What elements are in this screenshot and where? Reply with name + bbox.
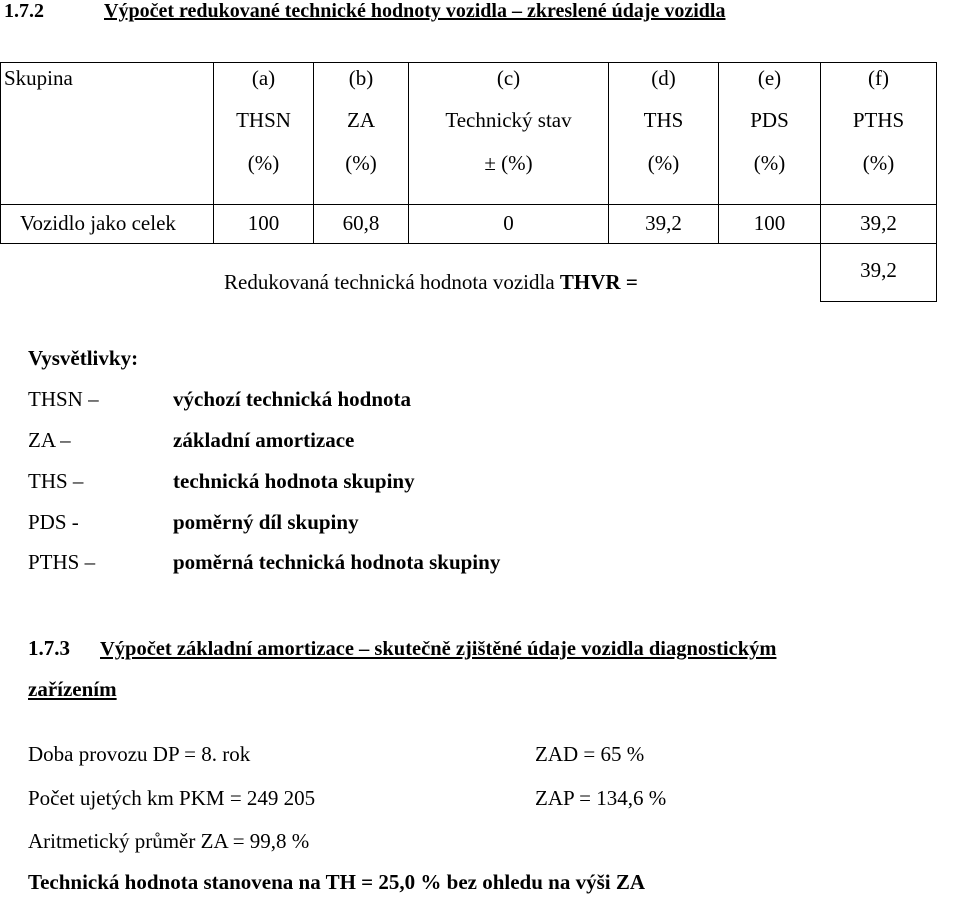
col-d-letter: (d) [651, 66, 676, 90]
average-za: Aritmetický průměr ZA = 99,8 % [28, 829, 310, 853]
col-f-letter: (f) [868, 66, 889, 90]
cell-ths: 39,2 [645, 211, 682, 235]
table-border-left [0, 62, 1, 244]
col-b-letter: (b) [348, 66, 374, 90]
table-border-right [936, 62, 937, 302]
group-header: Skupina [4, 66, 73, 90]
section-heading-1-7-2 [4, 0, 725, 23]
col-a-letter: (a) [251, 66, 276, 90]
conclusion: Technická hodnota stanovena na TH = 25,0 % bez ohledu na výši ZA [28, 870, 646, 894]
section-number: 1.7.2 [4, 0, 44, 22]
legend-abbr: PTHS – [28, 550, 96, 574]
table-border-header [0, 204, 937, 205]
cell-pths: 39,2 [860, 211, 897, 235]
col-c-name: Technický stav [445, 108, 572, 132]
operating-time: Doba provozu DP = 8. rok [28, 742, 251, 766]
col-d-unit: (%) [647, 151, 680, 175]
col-b-unit: (%) [345, 151, 377, 175]
thvr-symbol: THVR = [559, 270, 638, 294]
legend-abbr: ZA – [28, 428, 71, 452]
col-f-name: PTHS [852, 108, 905, 132]
legend-title: Vysvětlivky: [28, 346, 139, 370]
thvr-label-text: Redukovaná technická hodnota vozidla [224, 270, 555, 294]
section-title: Výpočet redukované technické hodnoty vozidla – zkreslené údaje vozidla [104, 0, 726, 22]
col-e-letter: (e) [757, 66, 782, 90]
cell-thsn: 100 [247, 211, 280, 235]
col-a-unit: (%) [247, 151, 280, 175]
col-f-unit: (%) [862, 151, 895, 175]
legend-text: poměrná technická hodnota skupiny [173, 550, 501, 574]
section-number: 1.7.3 [28, 636, 70, 660]
col-b-name: ZA [347, 108, 375, 132]
legend-abbr: THSN – [28, 387, 99, 411]
legend-text: technická hodnota skupiny [173, 469, 415, 493]
col-a-name: THSN [236, 108, 291, 132]
section-title-line1: Výpočet základní amortizace – skutečně zjištěné údaje vozidla diagnostickým [100, 638, 777, 660]
legend-text: výchozí technická hodnota [173, 387, 412, 411]
col-e-unit: (%) [753, 151, 786, 175]
section-heading-1-7-3 [28, 636, 776, 661]
zad-value: ZAD = 65 % [535, 742, 645, 766]
table-border-row [0, 243, 937, 244]
legend-abbr: PDS - [28, 510, 79, 534]
col-c-unit: ± (%) [484, 151, 533, 175]
cell-pds: 100 [753, 211, 786, 235]
cell-za: 60,8 [342, 211, 380, 235]
thvr-box-bottom [820, 301, 937, 302]
col-e-name: PDS [750, 108, 789, 132]
thvr-value: 39,2 [860, 258, 897, 282]
legend-text: poměrný díl skupiny [173, 510, 359, 534]
mileage: Počet ujetých km PKM = 249 205 [28, 786, 316, 810]
section-title-line2: zařízením [28, 677, 117, 701]
col-d-name: THS [643, 108, 684, 132]
cell-technicky-stav: 0 [503, 211, 514, 235]
legend-abbr: THS – [28, 469, 84, 493]
thvr-label [224, 270, 638, 295]
legend-text: základní amortizace [173, 428, 355, 452]
table-border-top [0, 62, 937, 63]
row-label: Vozidlo jako celek [20, 211, 176, 235]
col-c-letter: (c) [496, 66, 521, 90]
zap-value: ZAP = 134,6 % [535, 786, 667, 810]
